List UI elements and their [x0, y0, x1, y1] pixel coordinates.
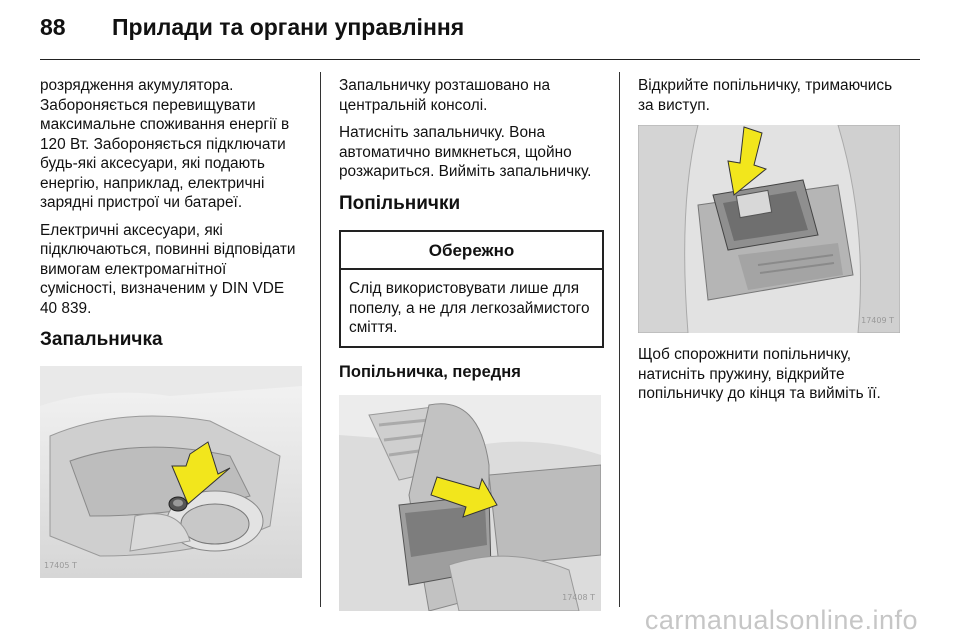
front-ashtray-figure [339, 395, 601, 611]
power-limit-paragraph: розрядження акумулятора. Забороняється перевищувати максимальне споживання енергії в 120 Вт. Забороняється підключати будь-які аксесуари, які подають енергію, наприклад, електричні зарядні пристрої чи батареї. [40, 77, 290, 211]
column-2 [339, 76, 604, 623]
caution-text: Слід використовувати лише для попелу, а не для легкозаймистого сміття. [349, 280, 590, 336]
open-ashtray-paragraph: Відкрийте попільничку, тримаючись за виступ. [638, 77, 893, 114]
figure-code: 17408 T [562, 593, 595, 602]
figure-code: 17405 T [44, 560, 77, 570]
empty-ashtray-paragraph: Щоб спорожнити попільничку, натисніть пружину, відкрийте попільничку до кінця та вийміть її. [638, 346, 881, 402]
lighter-location-paragraph: Запальничку розташовано на центральній консолі. [339, 77, 551, 114]
ashtrays-heading: Попільнички [339, 192, 461, 214]
column-1 [40, 76, 305, 590]
figure-code: 17409 T [861, 315, 894, 325]
page-title: Прилади та органи управління [112, 14, 465, 40]
page-number: 88 [40, 14, 66, 40]
column-divider-2 [619, 72, 620, 607]
column-3 [638, 76, 903, 412]
ashtray-open-illustration [638, 125, 900, 333]
emc-paragraph: Електричні аксесуари, які підключаються, повинні відповідати вимогам електромагнітної сумісності, визначеним у DIN VDE 40 839. [40, 221, 296, 317]
cigarette-lighter-illustration [40, 366, 302, 578]
caution-box [339, 230, 604, 348]
watermark: carmanualsonline.info [644, 605, 918, 635]
ashtray-open-figure [638, 125, 900, 333]
cigarette-lighter-heading: Запальничка [40, 329, 163, 350]
cigarette-lighter-figure [40, 366, 302, 578]
column-divider-1 [320, 72, 321, 607]
caution-title: Обережно [341, 232, 602, 271]
lighter-usage-paragraph: Натисніть запальничку. Вона автоматично вимкнеться, щойно розжариться. Вийміть запальничку. [339, 124, 592, 180]
front-ashtray-heading: Попільничка, передня [339, 362, 521, 381]
front-ashtray-illustration [339, 395, 601, 611]
header-divider [40, 59, 920, 60]
